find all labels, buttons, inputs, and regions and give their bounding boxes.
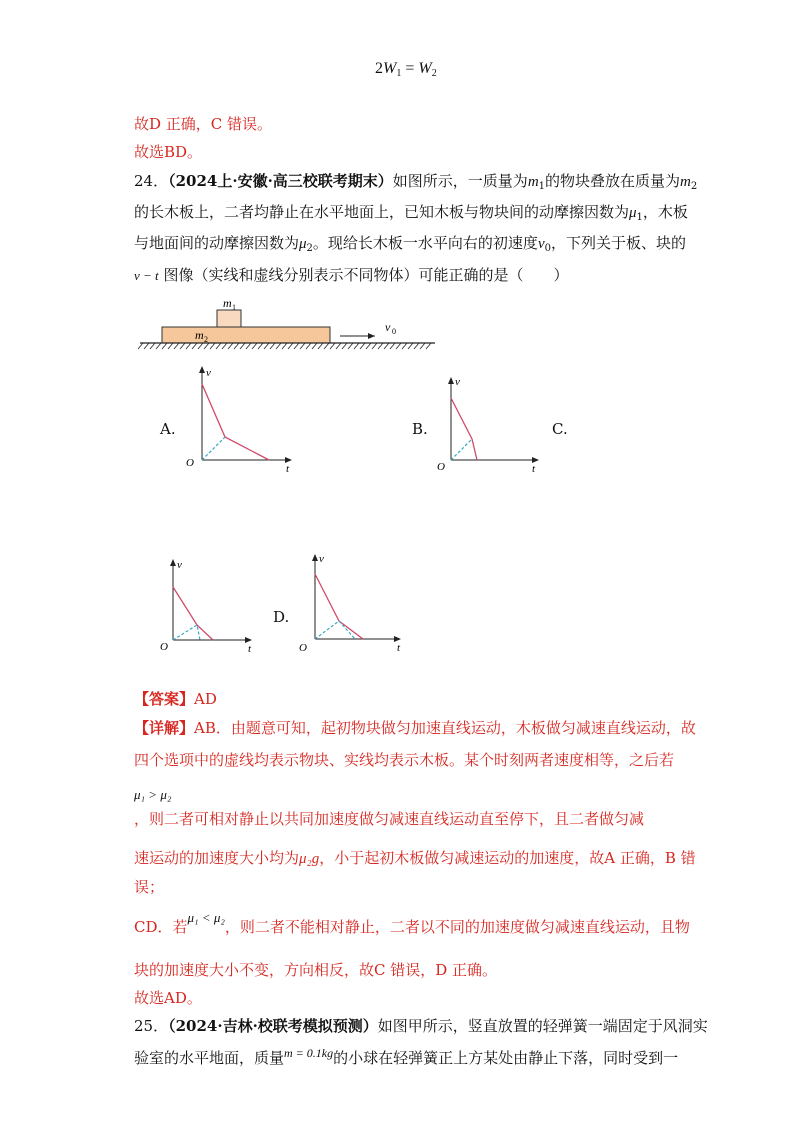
- ground-hatch-mark: [186, 343, 191, 349]
- ground-hatch-mark: [270, 343, 275, 349]
- ground-hatch-mark: [426, 343, 431, 349]
- ground-hatch-mark: [240, 343, 245, 349]
- detail-cond1: μ₁ > μ₂: [134, 787, 172, 802]
- ground-hatch-mark: [252, 343, 257, 349]
- graph-c: [158, 556, 258, 656]
- ground-hatch-mark: [282, 343, 287, 349]
- ground-hatch-mark: [306, 343, 311, 349]
- ground-hatch-mark: [336, 343, 341, 349]
- option-b-label[interactable]: B.: [412, 420, 428, 438]
- option-d-label[interactable]: D.: [273, 608, 290, 626]
- svg-text:v: v: [319, 553, 324, 565]
- graph-d: [297, 550, 409, 658]
- ground-hatch-mark: [318, 343, 323, 349]
- svg-text:v: v: [177, 559, 182, 571]
- ground-hatch-mark: [222, 343, 227, 349]
- ground-hatch-mark: [300, 343, 305, 349]
- svg-text:m: m: [223, 296, 232, 310]
- ground-hatch-mark: [234, 343, 239, 349]
- prev-conclusion: 故D 正确，C 错误。: [134, 115, 273, 133]
- dashed-line-block: [315, 621, 355, 639]
- detail-line3: ，则二者可相对静止以共同加速度做匀减速直线运动直至停下，且二者做匀减: [134, 810, 645, 828]
- ground-hatch-mark: [198, 343, 203, 349]
- dashed-line-block: [202, 437, 225, 460]
- ground-hatch-mark: [420, 343, 425, 349]
- ground-hatch-mark: [342, 343, 347, 349]
- ground-hatch-mark: [372, 343, 377, 349]
- ground-hatch-mark: [294, 343, 299, 349]
- svg-text:t: t: [286, 463, 290, 474]
- ground-hatch-mark: [324, 343, 329, 349]
- ground-hatch-mark: [228, 343, 233, 349]
- ground-hatch-mark: [360, 343, 365, 349]
- svg-text:v: v: [385, 320, 391, 334]
- ground-hatch-mark: [276, 343, 281, 349]
- svg-text:O: O: [299, 642, 307, 654]
- ground-hatch-mark: [150, 343, 155, 349]
- detail-line5: 误；: [134, 878, 165, 896]
- q25-line2: 验室的水平地面，质量$^{m = 0.1kg}$的小球在轻弹簧正上方某处由静止下落，同时受到一: [134, 1046, 679, 1067]
- ground-hatch-mark: [192, 343, 197, 349]
- detail-line4: 速运动的加速度大小均为μ₂g，小于起初木板做匀减速运动的加速度，故A 正确，B 错: [134, 849, 696, 867]
- ground-hatch-mark: [246, 343, 251, 349]
- q25-line1: 25．（2024·吉林·校联考模拟预测）如图甲所示，竖直放置的轻弹簧一端固定于风洞实: [134, 1017, 708, 1035]
- ground-hatch-mark: [408, 343, 413, 349]
- detail-line6: CD．若μ₁ < μ₂，则二者不能相对静止，二者以不同的加速度做匀减速直线运动，且物: [134, 910, 690, 936]
- energy-formula: $2W_1 = W_2$: [375, 60, 437, 79]
- ground-hatch-mark: [288, 343, 293, 349]
- option-c-label[interactable]: C.: [552, 420, 568, 438]
- ground-hatch-mark: [210, 343, 215, 349]
- prev-choice: 故选BD。: [134, 143, 203, 161]
- q24-line3: 与地面间的动摩擦因数为$\mu_2$。现给长木板一水平向右的初速度$v_0$，下列关于板、块的: [134, 234, 686, 254]
- ground-hatch-mark: [330, 343, 335, 349]
- ground-hatch-mark: [258, 343, 263, 349]
- ground-hatch-mark: [264, 343, 269, 349]
- dashed-line-block: [173, 625, 200, 640]
- ground-hatch-mark: [396, 343, 401, 349]
- svg-text:1: 1: [232, 303, 236, 312]
- svg-text:v: v: [206, 367, 211, 379]
- board-m2: [162, 327, 330, 343]
- q24-line1: 24．（2024上·安徽·高三校联考期末）如图所示，一质量为$m_1$的物块叠放在质量为$m_2$: [134, 172, 698, 192]
- block-m1: [217, 310, 241, 327]
- ground-hatch-mark: [312, 343, 317, 349]
- svg-text:t: t: [248, 643, 252, 655]
- ground-hatch-mark: [168, 343, 173, 349]
- ground-hatch-mark: [174, 343, 179, 349]
- ground-hatch-mark: [354, 343, 359, 349]
- svg-text:0: 0: [392, 327, 396, 336]
- q24-line4: v − t 图像（实线和虚线分别表示不同物体）可能正确的是（ ）: [134, 266, 569, 284]
- detail-line2: 四个选项中的虚线均表示物块、实线均表示木板。某个时刻两者速度相等，之后若: [134, 751, 675, 769]
- q24-line2: 的长木板上，二者均静止在水平地面上，已知木板与物块间的动摩擦因数为$\mu_1$，木板: [134, 203, 688, 223]
- svg-text:t: t: [532, 463, 536, 475]
- dashed-line-block: [451, 439, 472, 460]
- detail-line1: 【详解】AB．由题意可知，起初物块做匀加速直线运动，木板做匀减速直线运动，故: [134, 719, 696, 737]
- ground-hatch-mark: [378, 343, 383, 349]
- ground-hatch-mark: [348, 343, 353, 349]
- ground-hatch-mark: [390, 343, 395, 349]
- solid-line-board: [173, 587, 213, 640]
- option-a-label[interactable]: A.: [160, 420, 176, 438]
- ground-hatch-mark: [162, 343, 167, 349]
- solid-line-board: [451, 398, 477, 460]
- ground-hatch-mark: [414, 343, 419, 349]
- solid-line-board: [202, 384, 269, 460]
- detail-choice: 故选AD。: [134, 989, 202, 1007]
- graph-a: [180, 362, 300, 474]
- ground-hatch-mark: [216, 343, 221, 349]
- solid-line-board: [315, 574, 363, 639]
- svg-text:O: O: [437, 461, 445, 473]
- svg-text:O: O: [186, 457, 194, 469]
- svg-text:2: 2: [204, 335, 208, 344]
- ground-hatch-mark: [180, 343, 185, 349]
- answer-line: 【答案】AD: [134, 690, 217, 708]
- ground-hatch-mark: [156, 343, 161, 349]
- board-block-figure: [135, 295, 440, 355]
- svg-text:t: t: [397, 642, 401, 654]
- graph-b: [435, 373, 547, 475]
- ground-hatch-mark: [384, 343, 389, 349]
- ground-hatch-mark: [138, 343, 143, 349]
- svg-text:O: O: [160, 641, 168, 653]
- ground-hatch-mark: [402, 343, 407, 349]
- ground-hatch-mark: [144, 343, 149, 349]
- ground-hatch-mark: [366, 343, 371, 349]
- svg-text:v: v: [455, 376, 460, 388]
- svg-text:m: m: [195, 328, 204, 342]
- detail-line7: 块的加速度大小不变，方向相反，故C 错误，D 正确。: [134, 961, 498, 979]
